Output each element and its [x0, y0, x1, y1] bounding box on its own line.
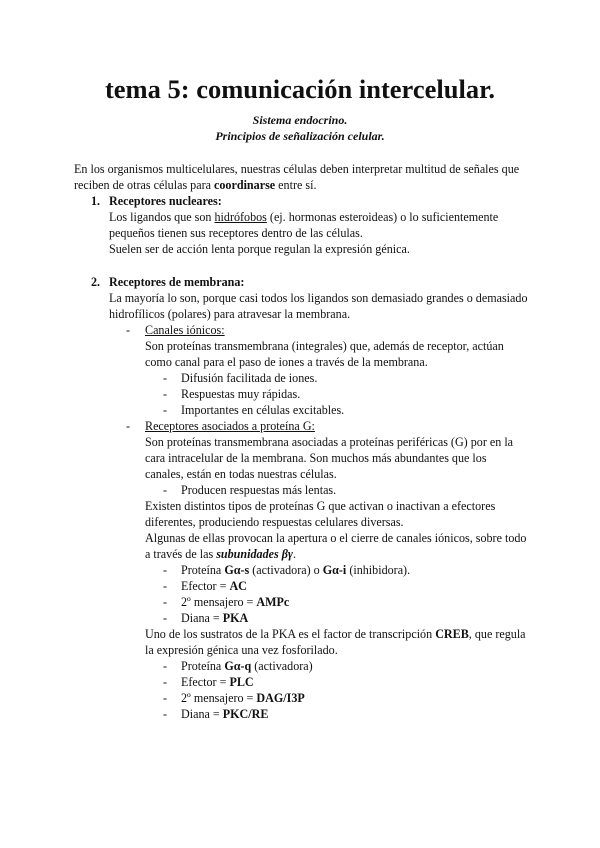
intro-text: reciben de otras células para	[74, 178, 215, 192]
bullet-dash: -	[163, 691, 168, 705]
gprotein-line-9: la expresión génica una vez fosforilado.	[145, 643, 338, 657]
gprotein-line-2: cara intracelular de la membrana. Son muchos más abundantes que los	[145, 451, 487, 465]
list-item: Importantes en células excitables.	[181, 403, 345, 417]
section-1-heading-text: Receptores nucleares:	[109, 194, 222, 208]
item-bold: PKC/RE	[222, 707, 269, 721]
item-text: Efector =	[181, 675, 230, 689]
item-bold: PKA	[222, 611, 249, 625]
gprotein-text-end: .	[292, 547, 296, 561]
list-item: Difusión facilitada de iones.	[181, 371, 318, 385]
bullet-dash: -	[163, 403, 168, 417]
list-item	[181, 562, 410, 578]
subtitle-signaling: Principios de señalización celular.	[215, 129, 385, 143]
bullet-dash: -	[126, 419, 131, 433]
section-1-text: Los ligandos que son	[109, 210, 215, 224]
item-text: Proteína	[181, 659, 225, 673]
section-1-number: 1.	[91, 194, 101, 208]
gprotein-line-3: canales, están en todas nuestras células.	[145, 467, 337, 481]
item-bold: AMPc	[256, 595, 290, 609]
gprotein-line-1: Son proteínas transmembrana asociadas a proteínas periféricas (G) por en la	[145, 435, 514, 449]
page-title: tema 5: comunicación intercelular.	[104, 74, 496, 104]
bullet-dash: -	[163, 483, 168, 497]
section-2-heading-text: Receptores de membrana:	[109, 275, 245, 289]
bullet-dash: -	[163, 659, 168, 673]
list-item	[181, 610, 248, 626]
item-text: Proteína	[181, 563, 225, 577]
section-2-line-2: hidrofílicos (polares) para atravesar la membrana.	[109, 307, 351, 321]
list-item	[181, 658, 313, 674]
section-2-heading	[109, 274, 244, 290]
bullet-dash: -	[163, 371, 168, 385]
item-text: 2º mensajero =	[181, 691, 257, 705]
item-text: 2º mensajero =	[181, 595, 257, 609]
list-item	[181, 674, 254, 690]
hydrophobic-term: hidrófobos	[214, 210, 267, 224]
item-text: Diana =	[181, 707, 223, 721]
intro-bold-term: coordinarse	[214, 178, 276, 192]
intro-line-2	[74, 177, 316, 193]
intro-line-1: En los organismos multicelulares, nuestras células deben interpretar multitud de señales que	[74, 162, 520, 176]
gprotein-line-5: diferentes, produciendo respuestas celulares diversas.	[145, 515, 404, 529]
gprotein-text: a través de las	[145, 547, 217, 561]
intro-text-end: entre sí.	[275, 178, 317, 192]
list-item	[181, 706, 268, 722]
bullet-dash: -	[126, 323, 131, 337]
gprotein-heading-text: Receptores asociados a proteína G:	[145, 419, 315, 433]
list-item	[181, 594, 289, 610]
bullet-dash: -	[163, 611, 168, 625]
bullet-dash: -	[163, 595, 168, 609]
item-text: Diana =	[181, 611, 223, 625]
gprotein-line-8	[145, 626, 526, 642]
gprotein-text-end: , que regula	[468, 627, 526, 641]
item-text: (activadora)	[251, 659, 313, 673]
item-bold: AC	[229, 579, 247, 593]
list-item	[181, 578, 247, 594]
creb-term: CREB	[435, 627, 469, 641]
section-1-text-end: (ej. hormonas esteroideas) o lo suficientemente	[266, 210, 499, 224]
gprotein-line-7	[145, 546, 296, 562]
gprotein-text: Uno de los sustratos de la PKA es el factor de transcripción	[145, 627, 436, 641]
section-1-line-1	[109, 209, 498, 225]
item-text: (inhibidora).	[346, 563, 411, 577]
subtitle-endocrine: Sistema endocrino.	[252, 113, 348, 127]
channels-heading-text: Canales iónicos:	[145, 323, 225, 337]
section-1-heading	[109, 193, 222, 209]
bullet-dash: -	[163, 707, 168, 721]
item-bold: Gα-s	[224, 563, 250, 577]
channels-line-1: Son proteínas transmembrana (integrales) que, además de receptor, actúan	[145, 339, 504, 353]
section-2-number: 2.	[91, 275, 101, 289]
channels-line-2: como canal para el paso de iones a través de la membrana.	[145, 355, 428, 369]
item-bold: PLC	[229, 675, 254, 689]
bullet-dash: -	[163, 387, 168, 401]
item-bold: Gα-q	[224, 659, 252, 673]
gprotein-line-4: Existen distintos tipos de proteínas G que activan o inactivan a efectores	[145, 499, 496, 513]
bullet-dash: -	[163, 675, 168, 689]
item-bold: DAG/I3P	[256, 691, 305, 705]
item-text: (activadora) o	[249, 563, 323, 577]
subunits-term: subunidades βγ	[216, 547, 293, 561]
item-bold: Gα-i	[322, 563, 347, 577]
list-item: Producen respuestas más lentas.	[181, 483, 337, 497]
channels-heading	[145, 322, 225, 338]
list-item	[181, 690, 305, 706]
section-1-line-3: Suelen ser de acción lenta porque regulan la expresión génica.	[109, 242, 410, 256]
gprotein-line-6: Algunas de ellas provocan la apertura o el cierre de canales iónicos, sobre todo	[145, 531, 527, 545]
item-text: Efector =	[181, 579, 230, 593]
bullet-dash: -	[163, 563, 168, 577]
section-2-line-1: La mayoría lo son, porque casi todos los ligandos son demasiado grandes o demasiado	[109, 291, 528, 305]
bullet-dash: -	[163, 579, 168, 593]
section-1-line-2: pequeños tienen sus receptores dentro de las células.	[109, 226, 363, 240]
list-item: Respuestas muy rápidas.	[181, 387, 301, 401]
gprotein-heading	[145, 418, 315, 434]
